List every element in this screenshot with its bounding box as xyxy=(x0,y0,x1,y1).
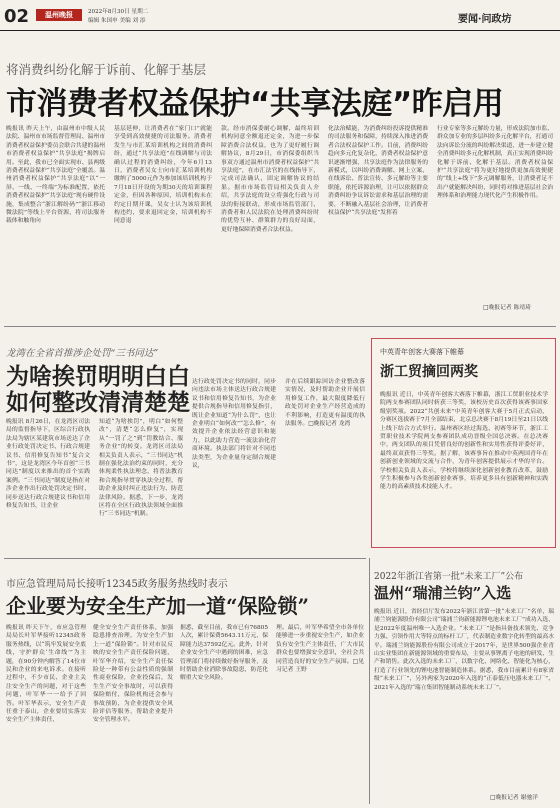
article3-title: 企业要为安全生产加一道“保险锁” xyxy=(6,594,310,618)
page-header xyxy=(0,0,560,30)
article3-column-1: 晚报讯 昨天下午，市应急管理局局长叶军华接听12345政务服务热线，以“筑牢发展安全底线，守护群众‘生命线’”为主题，在90分钟内解答了14位市民和企业的来电诉求。在接听过程中，不少市民、企业主关注安全生产的问题，对于这些问题，叶军华一一给予了回答。叶军华表示，安全生产责任重于泰山，企业要切实落实安全生产主体责任， xyxy=(6,625,86,724)
boxed-article-kicker: 中英青年创客大赛落下帷幕 xyxy=(380,348,464,356)
article1-credit: □晚报记者 陈靖琦 xyxy=(483,305,531,311)
article1-column-2: 基层延伸，让消费者在“家门口”就能享受到高效便捷的司法服务。消费者发生与市汇某培训机构之间的消费纠纷，通过“共享法庭”在线调解与司法确认过程的消费纠纷，今年6月13日，消费者吴女士向市汇某培训机构缴纳了5000元作为参加该培训机构于7月18日开设的为期30天的培训课程定金，但因各种原因，培训机构未在约定日期开课，吴女士认为该培训机构违约，要求退回定金，培训机构不同意退 xyxy=(114,126,212,225)
article1-title: 市消费者权益保护“共享法庭”昨启用 xyxy=(6,86,504,122)
section-divider-2 xyxy=(4,558,366,559)
article2-column-3: 达行政处罚决定书的同时，同步向违法市场主体送达行政合规建议书和信用修复告知书，为企业提供合规指导和信用修复指引，既让企业知道“为什么罚”，也让企业明白“如何改”“怎么修”，有效提升企业依法经营意识和能力，以此助力营造一流法治化营商环境。执法部门将针对不同违法类型，为企业量身定制合规建议， xyxy=(192,379,276,470)
article1-column-1: 晚报讯 昨天上午，由温州市中级人民法院、温州市市场监督管理局、温州市消费者权益保护委员会联合共建的温州市消费者权益保护“共享法庭”揭牌启用。至此，我市已全面实现市、县两级消费者权益保护“共享法庭”全覆盖。温州消费者权益保护“共享法庭”以“一屏、一线、一终端”为标准配置，依托消费者权益保护“共享法庭”现有硬件设施，集成整合“浙江解纷码”“浙江移动微法院”等线上平台资源，将司法服务载体和触角向 xyxy=(6,126,105,225)
vertical-divider xyxy=(369,558,370,804)
article1-column-4: 化法治赋能，为消费纠纷投诉提供精准的司法服务和保障，持续深入推进消费者合法权益保护工作。目前，消费纠纷趋向多元化复杂化，消费者权益保护意识逐渐增强，共享法庭作为法律服务的新模式，以纠纷消费调解、网上立案、在线诉讼、普法宣传、多元解纷等主要职能，依托诉源治理，让可以依据群众消费纠纷争议诉讼需求和基层治理的需要，不断融入基层社会治理，让消费者权益保护“共享法庭”发挥着 xyxy=(328,126,428,217)
header-divider xyxy=(0,30,560,31)
article1-column-5: 行业专家等多元解纷力量，形成法院加市监、群众加专业的多层纠纷多元化解平台，打通司法向诉讼分流的纠纷解决渠道，进一步建立健全消费纠纷多元化解机制，真正实现消费纠纷化解于诉前、化解于基层。消费者权益保护“共享法庭”将为更好地提供更加高效便捷的“线上+线下”多元调解服务，让消费者足不出户就能解决纠纷，同时将对推进基层社会治理体系和治理能力现代化产生积极作用。 xyxy=(437,126,553,200)
article4-body: 晚报讯 近日，省经信厅发布2022年浙江省第一批“未来工厂”名单，瑞浦兰钧能源股份有限公司“瑞浦兰钧新能源锂电池未来工厂”成功入选，是2022年度温州唯一入选企业。“未来工厂”是指具备技术领先、竞争力强、引领作用大等特点的标杆工厂，代表制造业数字化转型的最高水平。瑞浦兰钧能源股份有限公司成立于2017年，是世界500强企业青山实业集团在新能源领域的重要布局，主要从事锂离子电池的研发、生产和销售。此次入选的未来工厂，以数字化、网络化、智能化为核心，打造了行业领先的锂电池智能制造体系。据悉，我市目前累计有8家省级“未来工厂”，另外两家为2020年入选的“正泰低压电器未来工厂”、2021年入选的“瑞立集团智能制动系统未来工厂”。 xyxy=(374,609,554,691)
article3-column-4: 理。最后，叶军华希望全市各单位能够进一步重视安全生产，如企业负有安全生产主体责任，广大市民群众也要增强安全意识，全社会共同营造良好的安全生产氛围。□见习记者 王野 xyxy=(276,625,364,674)
editor-credits: 编辑 朱国申 美编 刘 添 xyxy=(88,18,146,24)
article3-kicker: 市应急管理局局长接听12345政务服务热线时表示 xyxy=(6,579,228,590)
article2-column-4: 并在后续跟踪回访企业整改落实情况，及时帮助企业开展信用修复工作，最大限度降低行政处罚对企业生产经营造成的不利影响，打造更有温度的执法服务。□晚报记者 龙湾 xyxy=(285,379,365,428)
section-divider xyxy=(4,326,556,327)
boxed-article-body: 晚报讯 近日，中英青年创客大赛落下帷幕，浙江工贸职业技术学院两支参赛团队同时斩获三等奖，该校历史首次获得该赛事国家级别奖项。2022“共创未来”中英青年创客大赛于5月正式启动，分赛区选拔赛于7月全部结束，北京总决赛于8月19日至21日以线上线下结合方式举行。温州赛区经过海选、初赛等环节，浙江工贸职业技术学院两支参赛团队成功晋级全国总决赛。在总决赛中，两支团队的项目凭借良好的创新性和实用性获得评委好评，最终双双获得三等奖。据了解，该赛事旨在推动中英两国青年在创新创业领域的交流与合作，为青年创客提供展示才华的平台。学校相关负责人表示，学校将继续深化创新创业教育改革，鼓励学生积极参与各类创新创业赛事，培养更多具有创新精神和实践能力的高素质技术技能人才。 xyxy=(380,392,548,491)
article4-credit: □晚报记者 谢驰洋 xyxy=(490,795,538,801)
issue-date: 2022年8月30日 星期二 xyxy=(88,9,149,15)
article2-column-2: 知道“为啥挨罚”，明白“如何整改”，清楚“怎么修复”，实现从“一罚了之”到“罚教结合、服务企业”的转变。龙湾区司法局相关负责人表示，“三书同达”机制在强化法治约束的同时，充分体现柔性执法理念，将普法教育和合规指导贯穿执法全过程，帮助企业及时纠正违法行为、防范法律风险。据悉，下一步，龙湾区将在全区行政执法领域全面推行“三书同达”机制。 xyxy=(99,419,183,518)
article2-column-1: 晚报讯 8月26日，在龙湾区司法局的监督指导下，区综合行政执法局为辖区某建筑市场送达了企业行政处罚决定书、行政合规建议书、信用修复告知书“复合文书”，这是龙湾区今年首创“三书同达”制度以来推出的首个实践案例。“三书同达”制度是指在对涉企业作出行政处罚决定书时，同步送达行政合规建议书和信用修复告知书，让企业 xyxy=(6,419,90,510)
boxed-article-title: 浙工贸摘回两奖 xyxy=(380,364,478,380)
article2-title-line1: 为啥挨罚明明白白 xyxy=(6,363,190,390)
article3-column-2: 健全安全生产责任体系，加强隐患排查治理，为安全生产加上一道“保险锁”。针对市民反映的安全生产责任保险问题，叶军华介绍，安全生产责任保险是一种带有公益性质的强制性商业保险，企业投保后，发生生产安全事故时，可以获得保险赔付，保险机构还会参与事故预防，为企业提供安全风险评估等服务，帮助企业提升安全管理水平。 xyxy=(93,625,173,724)
article4-title: 温州“瑞浦兰钧”入选 xyxy=(374,584,512,602)
article4-kicker: 2022年浙江省第一批“未来工厂”公布 xyxy=(374,572,524,582)
newspaper-logo: 温州晚报 xyxy=(36,9,82,21)
article1-column-3: 款。经市消保委耐心调解，最终培训机构同意全额退还定金，为进一步保障消费合法权益，也为了更好履行调解协议，8月29日，市消保委组织当事双方通过温州市消费者权益保护“共享法庭”，在市汇法官的在线指导下，完成司法确认，固定调解协议的结果。据市市场监管局相关负责人介绍，共享法庭的设立将强化行政与司法的衔接联动，形成市场监管部门、消费者和人民法院在处理消费纠纷时的优势互补、群策群力的良好局面，更好地保障消费者合法权益。 xyxy=(221,126,319,233)
boxed-article xyxy=(371,338,556,548)
article3-column-3: 据悉，截至目前，我市已有76805人次，累计保费5643.11万元，保障能力达37592亿元。此外，针对企业安全生产中遇到的困难，应急管理部门将持续做好指导服务，及时帮助企业消除事故隐患，防范化解重大安全风险。 xyxy=(180,625,268,682)
article2-kicker: 龙湾在全省首推涉企处罚“三书同达” xyxy=(6,348,159,359)
article1-kicker: 将消费纠纷化解于诉前、化解于基层 xyxy=(6,62,207,77)
article2-title-line2: 如何整改清清楚楚 xyxy=(6,389,190,416)
section-name: 要闻·问政坊 xyxy=(458,14,512,25)
page-number: 02 xyxy=(4,6,30,27)
